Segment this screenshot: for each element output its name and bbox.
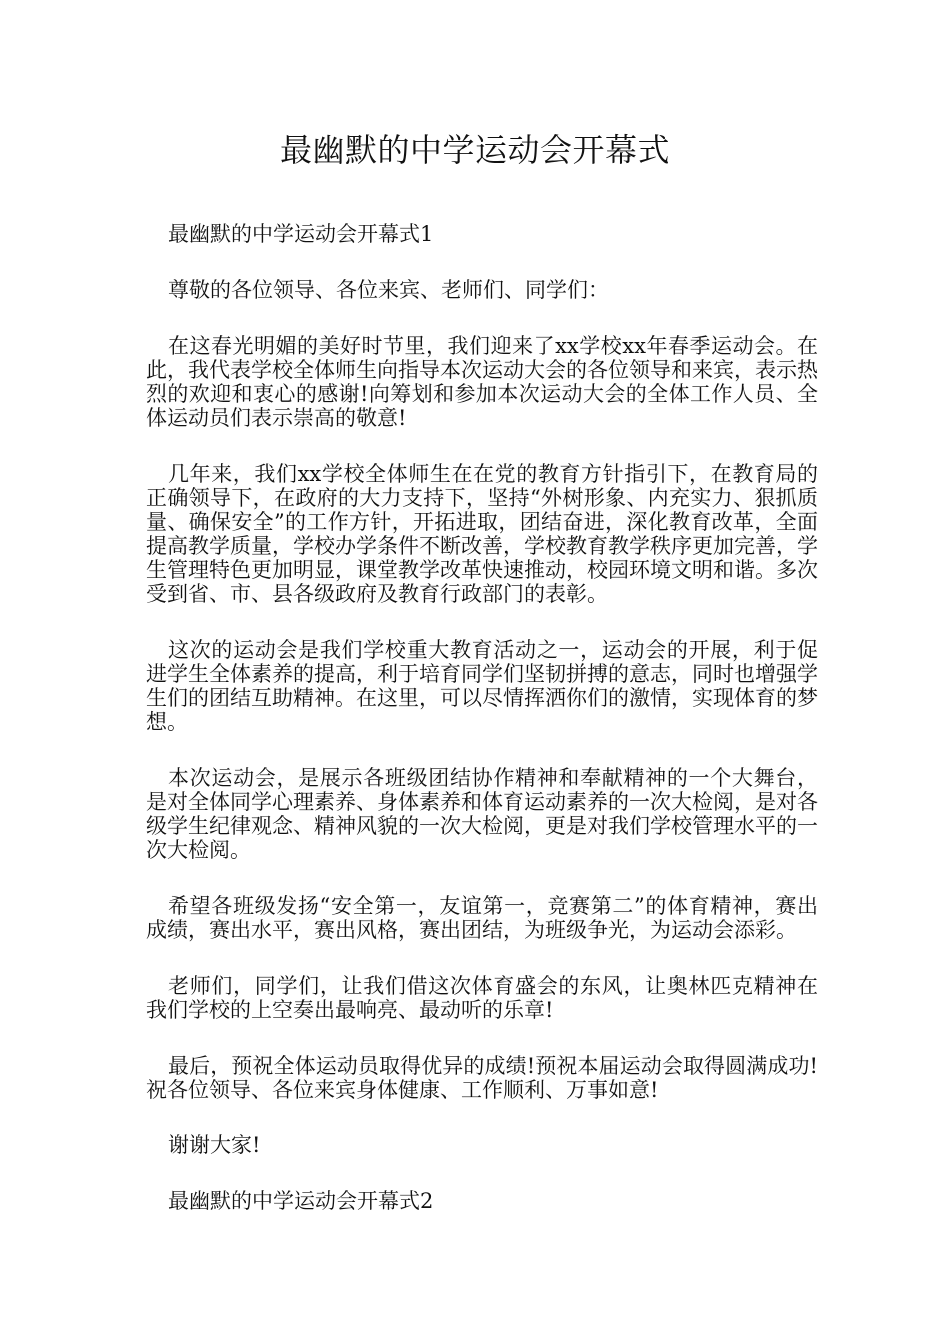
paragraph-achievements: 几年来，我们xx学校全体师生在在党的教育方针指引下，在教育局的正确领导下，在政府的大力支持下，坚持“外树形象、内充实力、狠抓质量、确保安全”的工作方针，开拓进取，团结奋进，深化教育改革，全面提高教学质量，学校办学条件不断改善，学校教育教学秩序更加完善，学生管理特色更加明显，课堂教学改革快速推动，校园环境文明和谐。多次受到省、市、县各级政府及教育行政部门的表彰。 <box>146 462 818 606</box>
document-body <box>146 222 818 1245</box>
salutation: 尊敬的各位领导、各位来宾、老师们、同学们： <box>168 278 609 302</box>
paragraph-hopes: 希望各班级发扬“安全第一，友谊第一，竞赛第二”的体育精神，赛出成绩，赛出水平，赛出风格，赛出团结，为班级争光，为运动会添彩。 <box>146 894 818 942</box>
paragraph-wishes: 最后，预祝全体运动员取得优异的成绩!预祝本届运动会取得圆满成功!祝各位领导、各位来宾身体健康、工作顺利、万事如意! <box>146 1054 818 1102</box>
paragraph-olympic-spirit: 老师们，同学们，让我们借这次体育盛会的东风，让奥林匹克精神在我们学校的上空奏出最响亮、最动听的乐章! <box>146 974 818 1022</box>
section-heading-2: 最幽默的中学运动会开幕式2 <box>168 1189 434 1213</box>
closing-thanks: 谢谢大家! <box>168 1133 261 1157</box>
paragraph-significance: 这次的运动会是我们学校重大教育活动之一，运动会的开展，利于促进学生全体素养的提高，利于培育同学们坚韧拼搏的意志，同时也增强学生们的团结互助精神。在这里，可以尽情挥洒你们的激情，实现体育的梦想。 <box>146 638 818 734</box>
section-heading-1: 最幽默的中学运动会开幕式1 <box>168 222 434 246</box>
document-title: 最幽默的中学运动会开幕式 <box>279 131 670 169</box>
paragraph-stage: 本次运动会，是展示各班级团结协作精神和奉献精神的一个大舞台，是对全体同学心理素养、身体素养和体育运动素养的一次大检阅，是对各级学生纪律观念、精神风貌的一次大检阅，更是对我们学校管理水平的一次大检阅。 <box>146 766 818 862</box>
paragraph-welcome: 在这春光明媚的美好时节里，我们迎来了xx学校xx年春季运动会。在此，我代表学校全体师生向指导本次运动大会的各位领导和来宾，表示热烈的欢迎和衷心的感谢!向筹划和参加本次运动大会的全体工作人员、全体运动员们表示崇高的敬意! <box>146 334 818 430</box>
